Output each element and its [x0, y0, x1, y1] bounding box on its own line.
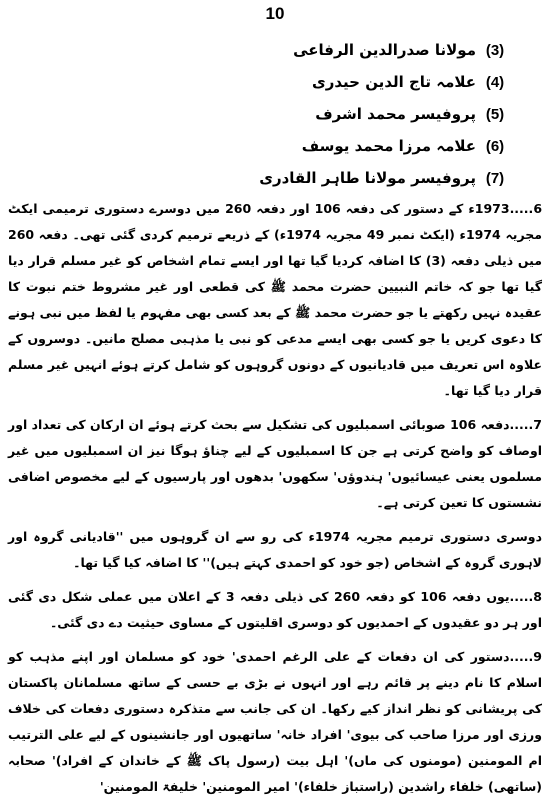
- page-number: 10: [265, 4, 285, 23]
- paragraph-8: 8.....یوں دفعہ 106 کو دفعہ 260 کی ذیلی دفعہ 3 کے اعلان میں عملی شکل دی گئی اور ہر دو عقیدوں کے احمدیوں کو دوسری اقلیتوں کے مساوی حیثیت دے دی گئی۔: [8, 589, 542, 630]
- body-text: [8, 196, 542, 808]
- list-item: [214, 66, 514, 98]
- paragraph-7: 7.....دفعہ 106 صوبائی اسمبلیوں کی تشکیل سے بحث کرتے ہوئے ان ارکان کی تعداد اور اوصاف کو واضح کرتی ہے جن کا اسمبلیوں کے لیے چناؤ ہوگا نیز ان اسمبلیوں میں غیر مسلموں یعنی عیسائیوں' ہندوؤں' سکھوں' بدھوں اور پارسیوں کے لیے مخصوص اضافی نشستوں کا تعین کرتی ہے۔: [8, 417, 542, 510]
- list-item-name: مولانا صدرالدین الرفاعی: [293, 41, 476, 59]
- paragraph-9: 9.....دستور کی ان دفعات کے علی الرغم احمدی' خود کو مسلمان اور اپنے مذہب کو اسلام کا نام دینے پر قائم رہے اور انہوں نے بڑی بے حسی کے ساتھ مسلمانان پاکستان کی پریشانی کو نظر انداز کیے رکھا۔ ان کی جانب سے متذکرہ دستوری دفعات کی خلاف ورزی اور مرزا صاحب کی بیوی' افراد خانہ' ساتھیوں اور جانشینوں کے لیے علی الترتیب ام المومنین (مومنوں کی ماں)' اہل بیت (رسول پاک ﷺ کے خاندان کے افراد)' صحابہ (ساتھی) خلفاء راشدین (راستباز خلفاء)' امیر المومنین' خلیفۃ المومنین': [8, 649, 542, 794]
- list-item: [214, 98, 514, 130]
- list-item: [214, 162, 514, 194]
- paragraph-6: 6.....1973ء کے دستور کی دفعہ 106 اور دفعہ 260 میں دوسرے دستوری ترمیمی ایکٹ مجریہ 1974ء (ایکٹ نمبر 49 مجریہ 1974ء) کے ذریعے ترمیم کردی گئی تھی۔ دفعہ 260 میں ذیلی دفعہ (3) کا اضافہ کردیا گیا تھا اور ایسے تمام اشخاص کو غیر مسلم قرار دیا گیا تھا جو کہ خاتم النبیین حضرت محمد ﷺ کی قطعی اور غیر مشروط ختم نبوت کا عقیدہ نہیں رکھتے یا جو حضرت محمد ﷺ کے بعد کسی بھی مفہوم یا لفظ میں نبی ہونے کا دعوی کریں یا جو کسی بھی ایسے مدعی کو نبی یا مذہبی مصلح مانیں۔ دوسروں کے علاوہ اس تعریف میں قادیانیوں کے دونوں گروہوں کو شامل کرتے ہوئے انہیں غیر مسلم قرار دیا گیا تھا۔: [8, 201, 543, 398]
- list-item-number: (5): [485, 106, 505, 123]
- names-list: [214, 34, 514, 194]
- list-item: [214, 130, 514, 162]
- list-item-number: (7): [485, 170, 505, 187]
- list-item: [214, 34, 514, 66]
- list-item-name: پروفیسر محمد اشرف: [315, 105, 476, 123]
- paragraph-amendment-note: دوسری دستوری ترمیم مجریہ 1974ء کی رو سے ان گروہوں میں ''قادیانی گروہ اور لاہوری گروہ کے اشخاص (جو خود کو احمدی کہتے ہیں)'' کا اضافہ کیا گیا تھا۔: [8, 529, 542, 570]
- list-item-name: علامہ تاج الدین حیدری: [311, 73, 476, 91]
- list-item-number: (3): [485, 42, 505, 59]
- list-item-number: (6): [485, 138, 505, 155]
- list-item-name: علامہ مرزا محمد یوسف: [301, 137, 476, 155]
- list-item-number: (4): [485, 74, 505, 91]
- list-item-name: پروفیسر مولانا طاہر القادری: [259, 169, 476, 187]
